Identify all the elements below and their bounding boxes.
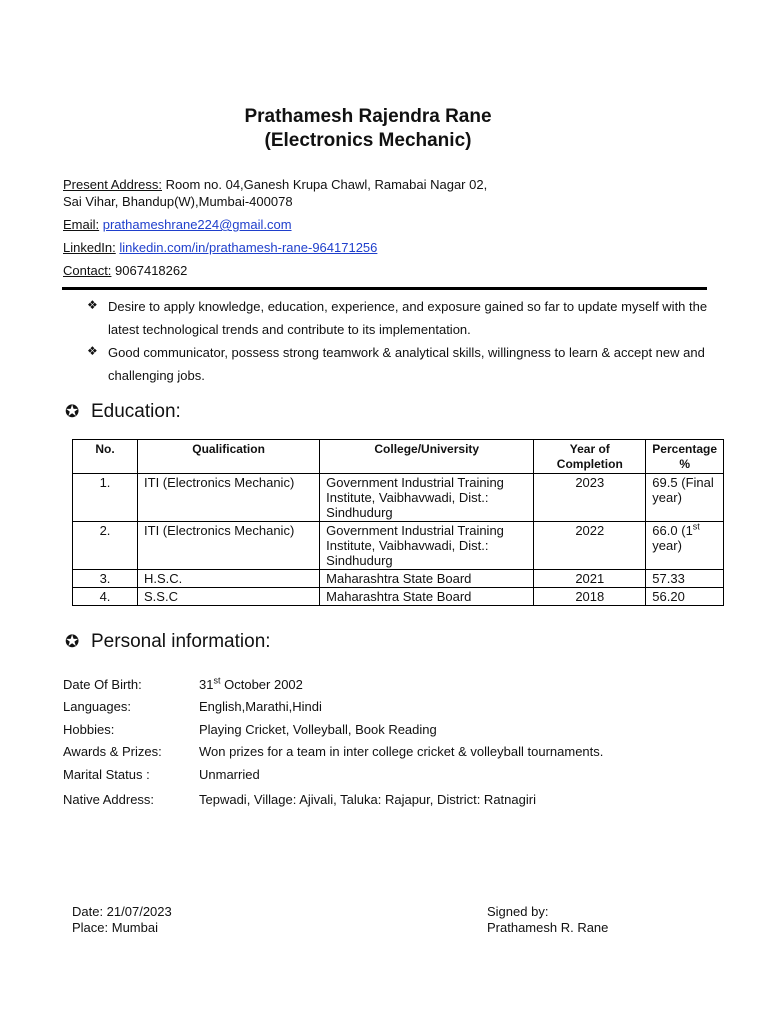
- native-value: Tepwadi, Village: Ajivali, Taluka: Rajapur, District: Ratnagiri: [199, 792, 536, 807]
- cell-percentage: 66.0 (1st year): [646, 522, 724, 570]
- native-label: Native Address:: [63, 792, 155, 807]
- linkedin-row: [63, 240, 377, 255]
- table-row: [73, 570, 724, 588]
- cell-qualification: S.S.C: [138, 588, 320, 606]
- cell-qualification: H.S.C.: [138, 570, 320, 588]
- col-header-college: College/University: [320, 440, 534, 474]
- resume-name: Prathamesh Rajendra Rane: [244, 106, 492, 127]
- cell-no: 2.: [73, 522, 138, 570]
- col-header-percentage: Percentage %: [646, 440, 724, 474]
- diamond-bullet-icon: ❖: [87, 298, 98, 312]
- footer-signed-by: Signed by:: [487, 904, 549, 919]
- linkedin-label: LinkedIn:: [63, 240, 116, 255]
- address-label: Present Address:: [63, 177, 162, 192]
- table-row: [73, 588, 724, 606]
- awards-label: Awards & Prizes:: [63, 744, 162, 759]
- resume-role: (Electronics Mechanic): [264, 130, 472, 151]
- footer-place: Place: Mumbai: [72, 920, 158, 935]
- table-header-row: [73, 440, 724, 474]
- email-row: [63, 217, 292, 232]
- footer-date: Date: 21/07/2023: [72, 904, 172, 919]
- cell-no: 1.: [73, 474, 138, 522]
- cell-qualification: ITI (Electronics Mechanic): [138, 522, 320, 570]
- col-header-no: No.: [73, 440, 138, 474]
- cell-college: Government Industrial Training Institute, Vaibhavwadi, Dist.: Sindhudurg: [320, 474, 534, 522]
- header-divider: [62, 287, 707, 290]
- marital-value: Unmarried: [199, 767, 260, 782]
- dob-value: 31st October 2002: [199, 675, 303, 692]
- cell-college: Government Industrial Training Institute, Vaibhavwadi, Dist.: Sindhudurg: [320, 522, 534, 570]
- cell-percentage: 57.33: [646, 570, 724, 588]
- education-table: [72, 439, 724, 606]
- col-header-year: Year of Completion: [534, 440, 646, 474]
- phone-value: 9067418262: [115, 263, 188, 278]
- cell-college: Maharashtra State Board: [320, 570, 534, 588]
- email-link[interactable]: prathameshrane224@gmail.com: [102, 217, 292, 232]
- cell-percentage: 56.20: [646, 588, 724, 606]
- cell-no: 4.: [73, 588, 138, 606]
- languages-label: Languages:: [63, 699, 131, 714]
- cell-percentage: 69.5 (Final year): [646, 474, 724, 522]
- cell-no: 3.: [73, 570, 138, 588]
- col-header-qualification: Qualification: [138, 440, 320, 474]
- hobbies-label: Hobbies:: [63, 722, 115, 737]
- hobbies-value: Playing Cricket, Volleyball, Book Reading: [199, 722, 437, 737]
- address-line-1: [63, 177, 487, 192]
- email-label: Email:: [63, 217, 100, 232]
- star-bullet-icon: ✪: [65, 402, 80, 421]
- languages-value: English,Marathi,Hindi: [199, 699, 322, 714]
- cell-year: 2021: [534, 570, 646, 588]
- cell-year: 2018: [534, 588, 646, 606]
- address-line-2: Sai Vihar, Bhandup(W),Mumbai-400078: [63, 194, 293, 209]
- education-heading: ✪ Education:: [65, 401, 181, 422]
- address-value-1: Room no. 04,Ganesh Krupa Chawl, Ramabai Nagar 02,: [165, 177, 488, 192]
- cell-qualification: ITI (Electronics Mechanic): [138, 474, 320, 522]
- table-row: [73, 522, 724, 570]
- phone-label: Contact:: [63, 263, 112, 278]
- phone-row: [63, 263, 187, 278]
- objective-1: Desire to apply knowledge, education, experience, and exposure gained so far to update myself with the latest technological trends and contribute to its implementation.: [108, 299, 708, 337]
- cell-year: 2022: [534, 522, 646, 570]
- footer-signer: Prathamesh R. Rane: [487, 920, 609, 935]
- star-bullet-icon: ✪: [65, 632, 80, 651]
- personal-heading: ✪ Personal information:: [65, 631, 271, 652]
- objective-2: Good communicator, possess strong teamwork & analytical skills, willingness to learn & accept new and challenging jobs.: [108, 345, 705, 383]
- cell-year: 2023: [534, 474, 646, 522]
- cell-college: Maharashtra State Board: [320, 588, 534, 606]
- awards-value: Won prizes for a team in inter college cricket & volleyball tournaments.: [199, 744, 604, 759]
- marital-label: Marital Status :: [63, 767, 150, 782]
- table-row: [73, 474, 724, 522]
- dob-label: Date Of Birth:: [63, 677, 142, 692]
- linkedin-link[interactable]: linkedin.com/in/prathamesh-rane-964171256: [119, 240, 378, 255]
- diamond-bullet-icon: ❖: [87, 344, 98, 358]
